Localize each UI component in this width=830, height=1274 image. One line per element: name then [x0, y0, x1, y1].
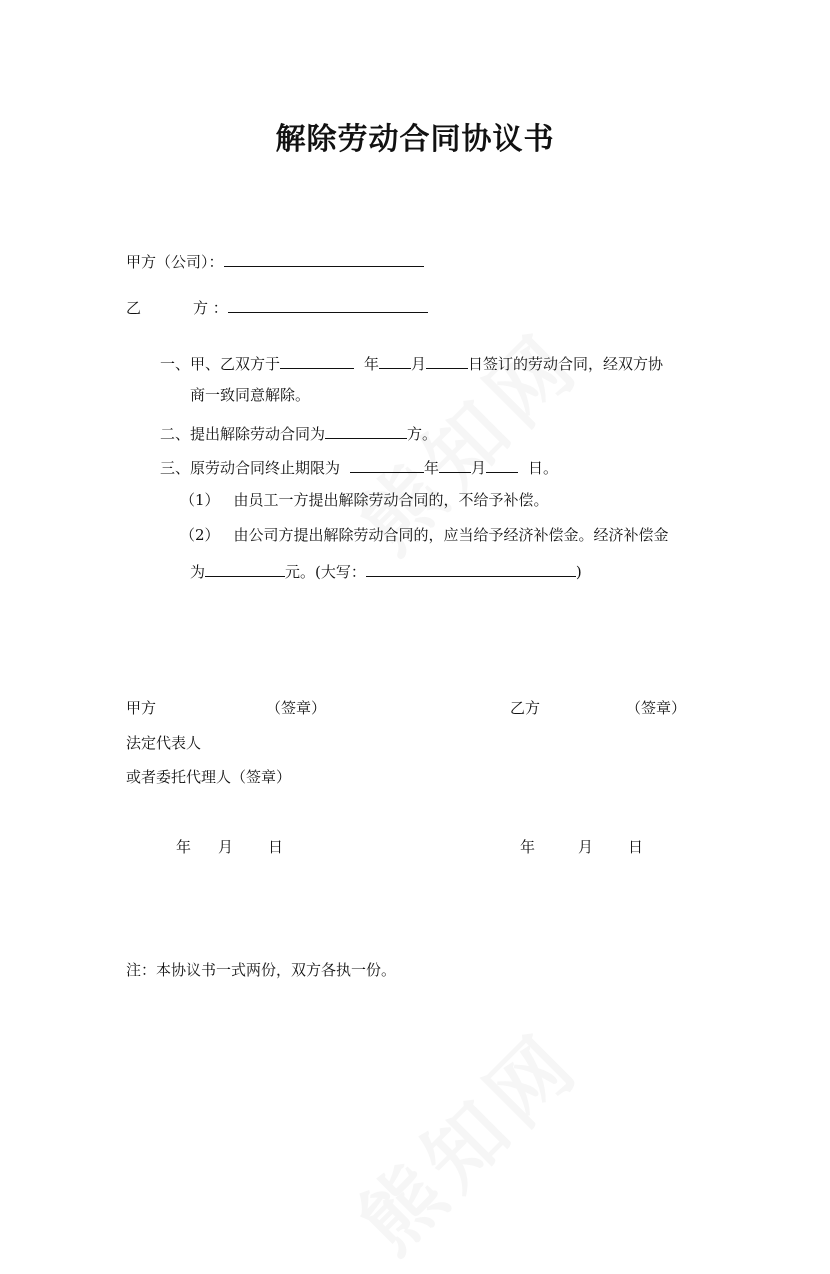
clause-1-year-blank[interactable] — [280, 352, 354, 369]
party-b-sign: 乙方 — [510, 699, 541, 717]
clause-3-month-blank[interactable] — [439, 456, 471, 473]
clause-3 — [160, 456, 558, 478]
item-1-text: 由员工一方提出解除劳动合同的，不给予补偿。 — [233, 491, 549, 509]
watermark — [329, 1001, 601, 1273]
party-a-blank[interactable] — [224, 250, 424, 267]
party-a-line — [126, 250, 424, 272]
item-2-yuan: 元。(大写： — [285, 563, 366, 581]
item-2-line-1 — [180, 525, 669, 545]
item-2-num: （2） — [180, 526, 220, 544]
clause-2-blank[interactable] — [325, 422, 407, 439]
item-2-uppercase-blank[interactable] — [366, 560, 576, 577]
legal-representative: 法定代表人 — [126, 734, 202, 752]
party-b-label-2: 方 ： — [193, 299, 228, 317]
party-b-seal: （签章） — [626, 699, 687, 717]
clause-3-year-blank[interactable] — [350, 456, 424, 473]
item-1 — [180, 490, 549, 510]
clause-2 — [160, 422, 437, 444]
party-a-label: 甲方（公司）： — [126, 253, 224, 271]
date-b-year: 年 — [520, 838, 536, 856]
clause-2-suffix: 方。 — [407, 425, 438, 443]
item-2-text: 由公司方提出解除劳动合同的，应当给予经济补偿金。经济补偿金 — [233, 526, 669, 544]
authorized-agent: 或者委托代理人（签章） — [126, 768, 292, 786]
clause-1-day-tail: 日签订的劳动合同，经双方协 — [468, 355, 664, 373]
clause-3-year: 年 — [424, 459, 440, 477]
date-b-month: 月 — [578, 838, 594, 856]
item-2-close: ) — [575, 563, 582, 581]
clause-1-line-1 — [160, 352, 663, 374]
clause-1-prefix: 一、甲、乙双方于 — [160, 355, 281, 373]
item-2-prefix: 为 — [190, 563, 206, 581]
clause-3-day-blank[interactable] — [486, 456, 518, 473]
item-1-num: （1） — [180, 491, 220, 509]
clause-2-prefix: 二、提出解除劳动合同为 — [160, 425, 326, 443]
clause-1-month: 月 — [411, 355, 427, 373]
party-b-line — [126, 296, 428, 318]
clause-1-month-blank[interactable] — [379, 352, 411, 369]
clause-1-year: 年 — [364, 355, 380, 373]
clause-3-month: 月 — [471, 459, 487, 477]
item-2-line-2 — [190, 560, 582, 582]
item-2-amount-blank[interactable] — [205, 560, 285, 577]
party-b-blank[interactable] — [228, 296, 428, 313]
date-a-year: 年 — [176, 838, 192, 856]
clause-1-line-2: 商一致同意解除。 — [190, 386, 311, 404]
clause-3-day: 日。 — [528, 459, 559, 477]
date-a-month: 月 — [218, 838, 234, 856]
party-a-seal: （签章） — [266, 699, 327, 717]
party-b-label-1: 乙 — [126, 299, 142, 317]
party-a-sign: 甲方 — [126, 699, 157, 717]
clause-3-prefix: 三、原劳动合同终止期限为 — [160, 459, 341, 477]
document-title: 解除劳动合同协议书 — [275, 122, 555, 157]
clause-1-day-blank[interactable] — [426, 352, 468, 369]
date-a-day: 日 — [268, 838, 284, 856]
date-b-day: 日 — [628, 838, 644, 856]
note: 注：本协议书一式两份，双方各执一份。 — [126, 961, 397, 979]
